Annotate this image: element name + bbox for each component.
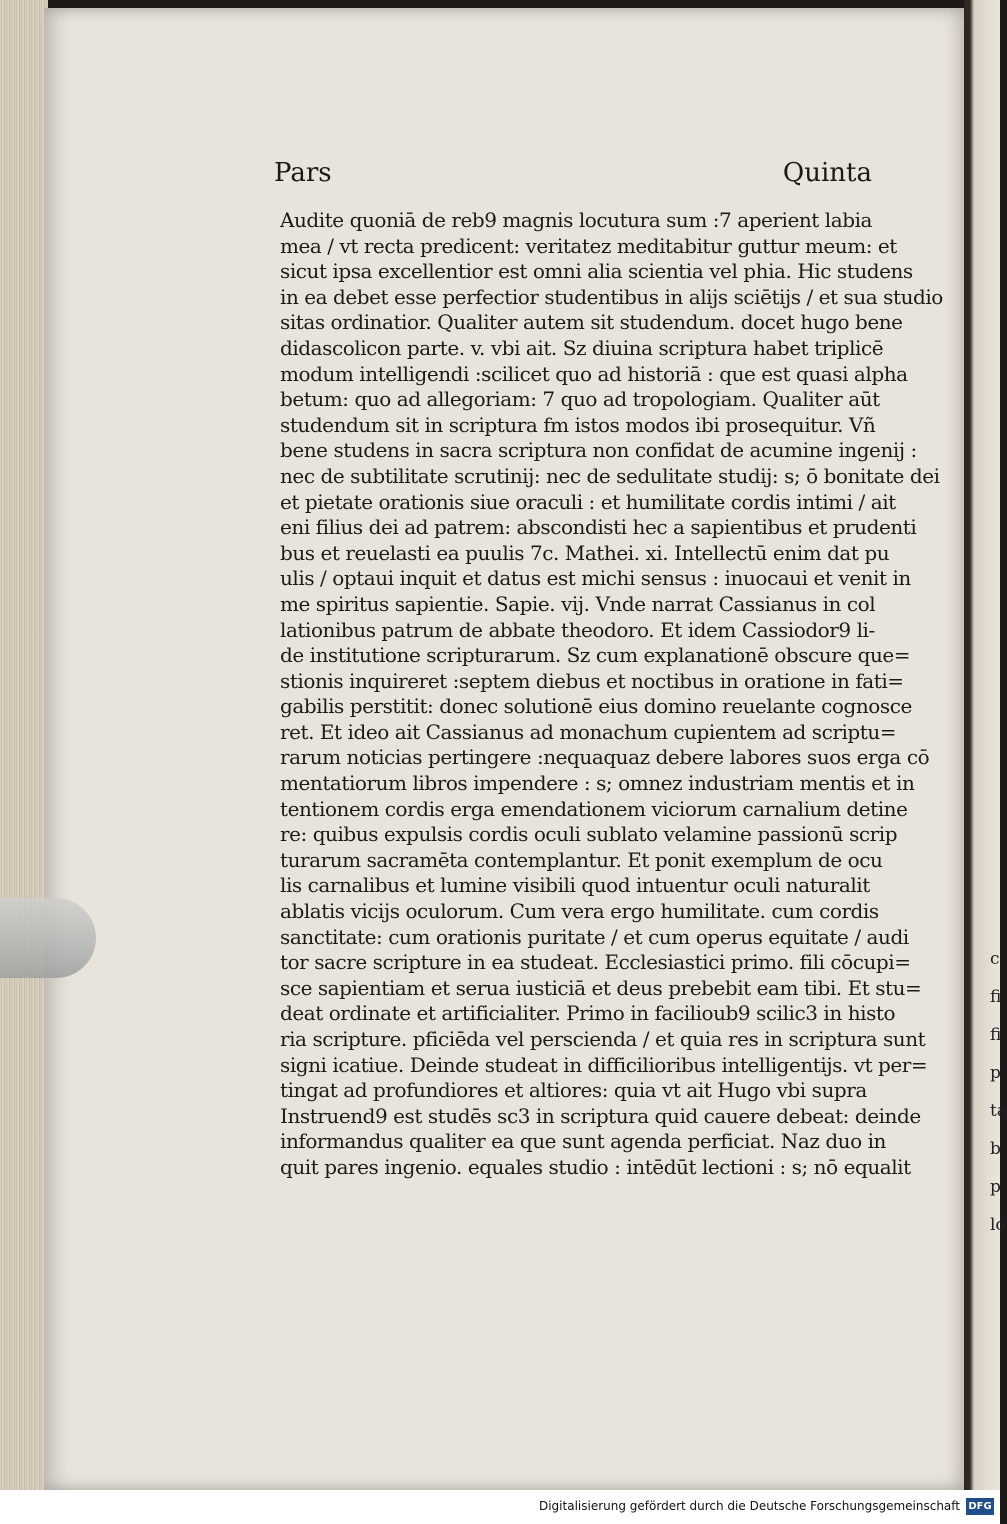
text-line: sicut ipsa excellentior est omni alia scientia vel phia. Hic studens bbox=[280, 259, 913, 284]
text-line: mentatiorum libros impendere : s; omnez industriam mentis et in bbox=[280, 771, 915, 796]
text-line: Audite quoniā de reb9 magnis locutura sum :7 aperient labia bbox=[280, 208, 872, 232]
text-line: deat ordinate et artificialiter. Primo in facilioub9 scilic3 in histo bbox=[280, 1001, 896, 1026]
text-line: et pietate orationis siue oraculi : et humilitate cordis intimi / ait bbox=[280, 489, 896, 514]
text-line: ablatis vicijs oculorum. Cum vera ergo humilitate. cum cordis bbox=[280, 899, 879, 924]
facing-page-fragment: ta bbox=[990, 1101, 1007, 1121]
text-line: tor sacre scripture in ea studeat. Ecclesiastici primo. fili cōcupi= bbox=[280, 950, 911, 975]
dfg-logo: DFG bbox=[966, 1498, 994, 1515]
text-line: re: quibus expulsis cordis oculi sublato velamine passionū scrip bbox=[280, 822, 898, 847]
text-line: bus et reuelasti ea puulis 7c. Mathei. xi. Intellectū enim dat pu bbox=[280, 540, 890, 565]
text-line: betum: quo ad allegoriam: 7 quo ad tropologiam. Qualiter aūt bbox=[280, 387, 880, 412]
running-header-left: Pars bbox=[274, 158, 332, 188]
text-line: sanctitate: cum orationis puritate / et cum operus equitate / audi bbox=[280, 924, 909, 949]
thumb-holding-page bbox=[0, 898, 96, 978]
footer-bar bbox=[0, 1490, 1000, 1524]
text-line: signi icatiue. Deinde studeat in difficilioribus intelligentijs. vt per= bbox=[280, 1052, 928, 1077]
text-line: eni filius dei ad patrem: abscondisti hec a sapientibus et prudenti bbox=[280, 515, 917, 540]
text-line: me spiritus sapientie. Sapie. vij. Vnde narrat Cassianus in col bbox=[280, 591, 876, 616]
book-edge bbox=[0, 0, 48, 1490]
running-header-right: Quinta bbox=[782, 158, 872, 188]
body-text bbox=[280, 208, 943, 1181]
facing-page-text bbox=[990, 940, 1007, 1244]
text-line: sitas ordinatior. Qualiter autem sit studendum. docet hugo bene bbox=[280, 310, 903, 335]
text-line: gabilis perstitit: donec solutionē eius domino reuelante cognosce bbox=[280, 694, 912, 719]
facing-page-fragment: p bbox=[990, 1177, 1001, 1197]
facing-page-fragment: b bbox=[990, 1139, 1001, 1159]
funding-credit: Digitalisierung gefördert durch die Deutsche Forschungsgemeinschaft bbox=[538, 1499, 960, 1513]
text-line: sce sapientiam et serua iusticiā et deus prebebit eam tibi. Et stu= bbox=[280, 975, 922, 1000]
text-line: ret. Et ideo ait Cassianus ad monachum cupientem ad scriptu= bbox=[280, 719, 897, 744]
text-line: studendum sit in scriptura fm istos modos ibi prosequitur. Vñ bbox=[280, 412, 876, 437]
facing-page-fragment: fi bbox=[990, 1025, 1002, 1045]
text-line: ria scripture. pficiēda vel perscienda / et quia res in scriptura sunt bbox=[280, 1027, 926, 1051]
facing-page-fragment: p bbox=[990, 1063, 1001, 1083]
text-line: ulis / optaui inquit et datus est michi sensus : inuocaui et venit in bbox=[280, 566, 911, 591]
facing-page-fragment: fi bbox=[990, 987, 1002, 1007]
text-line: rarum noticias pertingere :nequaquaz debere labores suos erga cō bbox=[280, 745, 930, 770]
text-line: tingat ad profundiores et altiores: quia vt ait Hugo vbi supra bbox=[280, 1078, 867, 1103]
text-line: bene studens in sacra scriptura non confidat de acumine ingenij : bbox=[280, 438, 917, 463]
text-line: tentionem cordis erga emendationem viciorum carnalium detine bbox=[280, 796, 908, 821]
text-line: lationibus patrum de abbate theodoro. Et idem Cassiodor9 li- bbox=[280, 617, 875, 642]
text-line: didascolicon parte. v. vbi ait. Sz diuina scriptura habet triplicē bbox=[280, 335, 884, 360]
text-line: modum intelligendi :scilicet quo ad historiā : que est quasi alpha bbox=[280, 361, 908, 386]
text-line: Instruend9 est studēs sc3 in scriptura quid cauere debeat: deinde bbox=[280, 1103, 921, 1128]
text-line: quit pares ingenio. equales studio : intēdūt lectioni : s; nō equalit bbox=[280, 1154, 911, 1179]
text-line: informandus qualiter ea que sunt agenda perficiat. Naz duo in bbox=[280, 1129, 886, 1154]
text-line: lis carnalibus et lumine visibili quod intuentur oculi naturalit bbox=[280, 873, 870, 898]
text-line: stionis inquireret :septem diebus et noctibus in oratione in fati= bbox=[280, 668, 904, 693]
text-line: in ea debet esse perfectior studentibus in alijs sciētijs / et sua studio bbox=[280, 284, 943, 309]
facing-page-fragment: c bbox=[990, 949, 1000, 969]
facing-page-fragment: lo bbox=[990, 1215, 1006, 1235]
text-line: de institutione scripturarum. Sz cum explanationē obscure que= bbox=[280, 643, 911, 668]
text-line: nec de subtilitate scrutinij: nec de sedulitate studij: s; ō bonitate dei bbox=[280, 463, 940, 488]
facing-page-edge bbox=[964, 0, 1007, 1490]
text-line: turarum sacramēta contemplantur. Et ponit exemplum de ocu bbox=[280, 847, 883, 872]
text-line: mea / vt recta predicent: veritatez meditabitur guttur meum: et bbox=[280, 233, 897, 258]
